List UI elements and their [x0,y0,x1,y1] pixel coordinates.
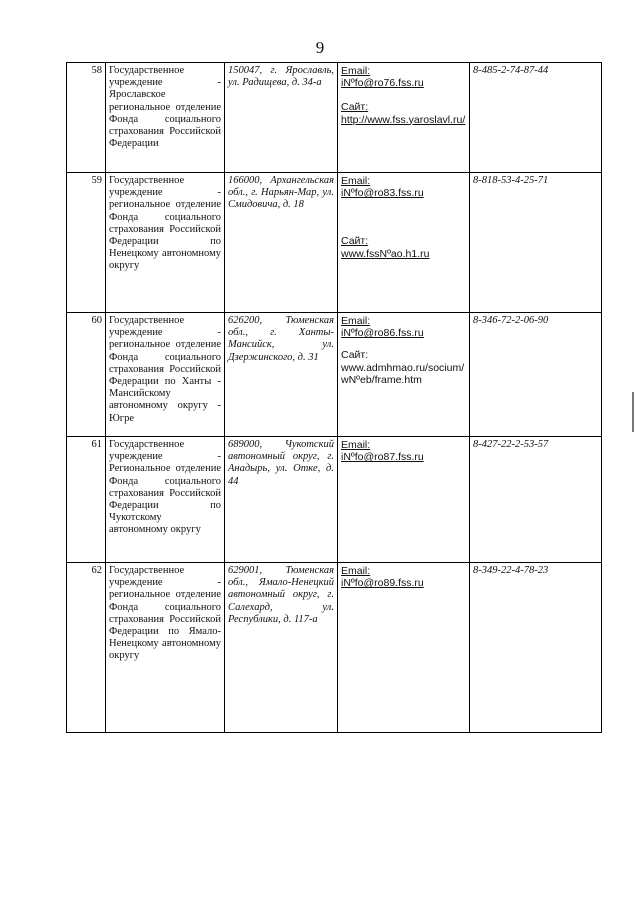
office-phone: 8-427-22-2-53-57 [470,437,602,563]
office-name [106,437,225,563]
office-address: 150047, г. Ярославль, ул. Радищева, д. 34-а [225,63,338,173]
office-name-text: Государственное учреждение - региональное отделение Фонда социального страхования Российской Федерации по Ханты - Мансийскому автономному округу - Югре [109,315,221,424]
table-row-59 [67,173,602,313]
email-link[interactable]: iNºfo@ro89.fss.ru [341,577,424,590]
contacts-cell [338,313,470,437]
row-number: 62 [67,563,106,733]
office-phone: 8-349-22-4-78-23 [470,563,602,733]
site-link[interactable]: www.fssNºao.h1.ru [341,247,430,260]
table-row-61 [67,437,602,563]
office-phone: 8-485-2-74-87-44 [470,63,602,173]
office-address: 166000, Архангельская обл., г. Нарьян-Мар, ул. Смидовича, д. 18 [225,173,338,313]
row-number: 59 [67,173,106,313]
email-link[interactable]: iNºfo@ro76.fss.ru [341,77,424,90]
table-row-58 [67,63,602,173]
contacts-cell [338,173,470,313]
site-block [341,349,466,386]
office-address: 626200, Тюменская обл., г. Ханты-Мансийск, ул. Дзержинского, д. 31 [225,313,338,437]
page-number: 9 [315,38,325,57]
site-link[interactable]: www.admhmao.ru/socium/wNºeb/frame.htm [341,361,465,386]
office-name [106,173,225,313]
site-link[interactable]: http://www.fss.yaroslavl.ru/ [341,113,466,126]
office-phone: 8-818-53-4-25-71 [470,173,602,313]
office-address: 629001, Тюменская обл., Ямало-Ненецкий автономный округ, г. Салехард, ул. Республики, д. 117-а [225,563,338,733]
office-name [106,63,225,173]
email-link[interactable]: iNºfo@ro86.fss.ru [341,327,424,340]
email-link[interactable]: iNºfo@ro87.fss.ru [341,451,424,464]
site-block [341,101,466,125]
office-name [106,313,225,437]
office-name-text: Государственное учреждение - Региональное отделение Фонда социального страхования Российской Федерации по Чукотскому автономному округу [109,439,221,536]
email-label: Email: [341,439,371,451]
email-link[interactable]: iNºfo@ro83.fss.ru [341,187,424,200]
email-label: Email: [341,65,371,77]
contacts-cell [338,563,470,733]
email-label: Email: [341,565,371,577]
row-number: 58 [67,63,106,173]
office-name [106,563,225,733]
office-name-text: Государственное учреждение - региональное отделение Фонда социального страхования Российской Федерации по Ямало-Ненецкому автономному округу [109,565,221,662]
office-name-text: Государственное учреждение - Ярославское региональное отделение Фонда социального страхования Российской Федерации [109,65,221,150]
site-label: Сайт: [341,235,369,248]
office-name-text: Государственное учреждение - региональное отделение Фонда социального страхования Российской Федерации по Ненецкому автономному округу [109,175,221,272]
contacts-cell [338,63,470,173]
office-address: 689000, Чукотский автономный округ, г. Анадырь, ул. Отке, д. 44 [225,437,338,563]
fss-offices-table [66,62,602,733]
contacts-cell [338,437,470,563]
email-label: Email: [341,175,371,187]
site-label: Сайт: [341,101,369,114]
site-label: Сайт: [341,349,369,362]
scan-edge-mark [632,392,634,432]
table-row-60 [67,313,602,437]
row-number: 60 [67,313,106,437]
site-block [341,235,466,259]
office-phone: 8-346-72-2-06-90 [470,313,602,437]
row-number: 61 [67,437,106,563]
email-label: Email: [341,315,371,327]
table-row-62 [67,563,602,733]
